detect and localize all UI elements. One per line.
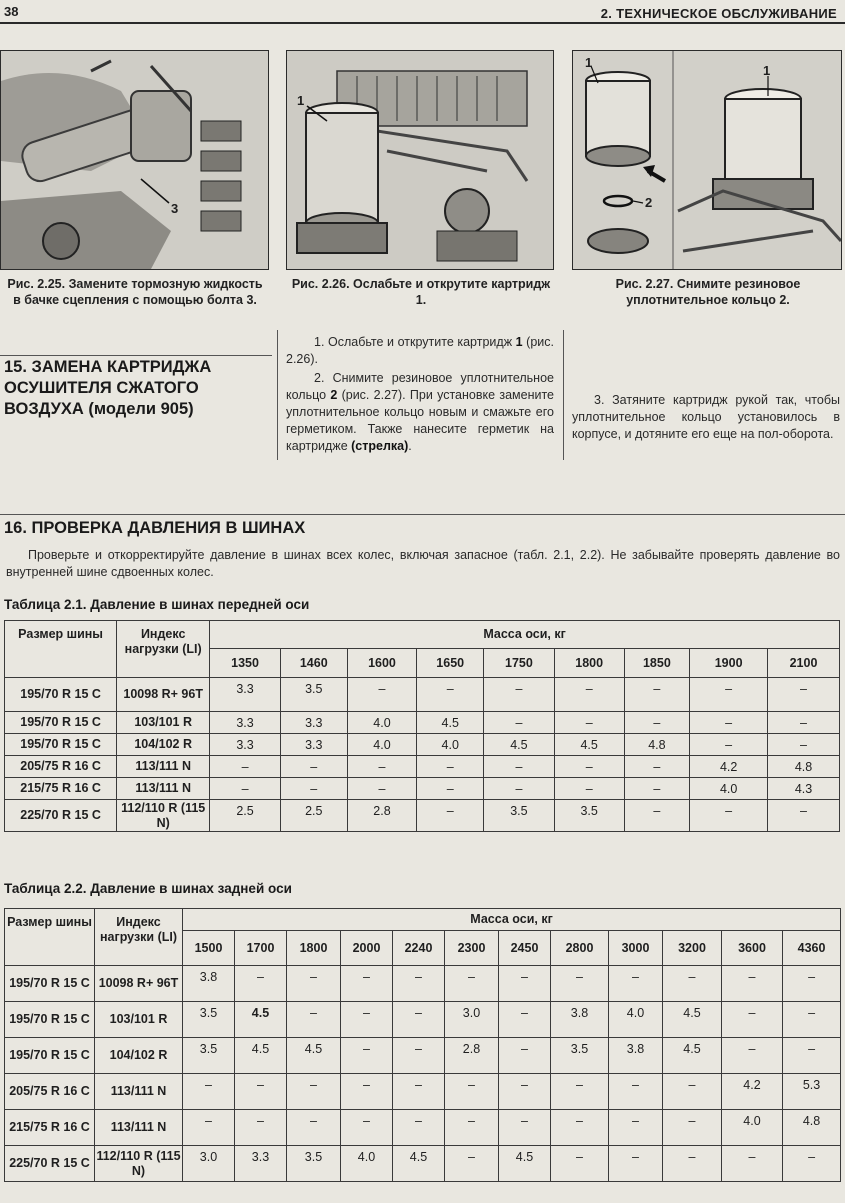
- pressure-value: –: [393, 1002, 445, 1038]
- pressure-value: –: [551, 1074, 609, 1110]
- mass-header: 3200: [663, 931, 722, 966]
- pressure-value: 3.5: [287, 1146, 341, 1182]
- pressure-value: –: [347, 778, 417, 800]
- load-index: 113/111 N: [95, 1110, 183, 1146]
- callout-1: 1: [297, 93, 305, 108]
- mass-header: 1650: [417, 649, 484, 678]
- pressure-value: –: [484, 756, 555, 778]
- step-2: 2. Снимите резиновое уплотнительное кольцо 2 (рис. 2.27). При установке замените уплотнительное кольцо новым и смажьте его герметиком. Также нанесите герметик на картридже (стрелка).: [286, 371, 554, 453]
- pressure-value: 2.8: [347, 800, 417, 832]
- pressure-value: –: [624, 712, 690, 734]
- pressure-value: 4.5: [663, 1002, 722, 1038]
- section-15-col2: [286, 334, 554, 455]
- pressure-value: –: [690, 800, 768, 832]
- mass-header: 1500: [183, 931, 235, 966]
- header-rule: [0, 22, 845, 24]
- pressure-value: 4.0: [341, 1146, 393, 1182]
- step-3: 3. Затяните картридж рукой так, чтобы уплотнительное кольцо установилось в корпусе, и дотяните его еще на пол-оборота.: [572, 393, 840, 441]
- pressure-value: 4.5: [417, 712, 484, 734]
- load-index: 113/111 N: [117, 778, 210, 800]
- load-index: 113/111 N: [117, 756, 210, 778]
- mass-header: 1350: [210, 649, 281, 678]
- pressure-value: 3.3: [280, 734, 347, 756]
- pressure-value: 4.0: [417, 734, 484, 756]
- tire-size: 205/75 R 16 C: [5, 756, 117, 778]
- pressure-value: –: [341, 966, 393, 1002]
- pressure-value: –: [341, 1038, 393, 1074]
- pressure-value: –: [609, 966, 663, 1002]
- pressure-value: 4.8: [783, 1110, 841, 1146]
- pressure-value: 3.3: [210, 734, 281, 756]
- pressure-value: –: [445, 966, 499, 1002]
- mass-header: 2100: [768, 649, 840, 678]
- pressure-value: 2.5: [280, 800, 347, 832]
- tire-size: 195/70 R 15 C: [5, 1002, 95, 1038]
- col-header-mass: Масса оси, кг: [183, 909, 841, 931]
- load-index: 113/111 N: [95, 1074, 183, 1110]
- pressure-value: –: [499, 1074, 551, 1110]
- mass-header: 3000: [609, 931, 663, 966]
- pressure-value: 3.8: [609, 1038, 663, 1074]
- pressure-value: –: [235, 1074, 287, 1110]
- section-16-title: 16. ПРОВЕРКА ДАВЛЕНИЯ В ШИНАХ: [4, 519, 306, 537]
- pressure-value: 4.5: [235, 1002, 287, 1038]
- table-row: [5, 800, 840, 832]
- table-row: [5, 756, 840, 778]
- mass-header: 1800: [554, 649, 624, 678]
- pressure-value: 3.3: [210, 678, 281, 712]
- pressure-value: –: [609, 1074, 663, 1110]
- mass-header: 4360: [783, 931, 841, 966]
- pressure-value: –: [445, 1074, 499, 1110]
- pressure-value: 4.5: [554, 734, 624, 756]
- table-row: [5, 678, 840, 712]
- col-header-index: Индекс нагрузки (LI): [117, 621, 210, 678]
- table-row: [5, 1002, 841, 1038]
- pressure-value: 3.8: [551, 1002, 609, 1038]
- col-header-size: Размер шины: [5, 621, 117, 678]
- pressure-value: 4.0: [347, 734, 417, 756]
- load-index: 103/101 R: [117, 712, 210, 734]
- pressure-value: –: [341, 1002, 393, 1038]
- figure-2-26-caption: Рис. 2.26. Ослабьте и открутите картридж 1.: [291, 277, 551, 307]
- pressure-value: –: [393, 1038, 445, 1074]
- pressure-value: 4.2: [690, 756, 768, 778]
- pressure-value: –: [768, 734, 840, 756]
- pressure-value: –: [722, 1146, 783, 1182]
- pressure-value: 4.5: [499, 1146, 551, 1182]
- pressure-value: –: [393, 1110, 445, 1146]
- pressure-value: 3.5: [280, 678, 347, 712]
- col-header-size: Размер шины: [5, 909, 95, 966]
- pressure-value: 3.5: [183, 1038, 235, 1074]
- pressure-value: –: [183, 1110, 235, 1146]
- tire-size: 225/70 R 15 C: [5, 1146, 95, 1182]
- section-16-text: Проверьте и откорректируйте давление в шинах всех колес, включая запасное (табл. 2.1, 2.2). Не забывайте проверять давление во внутренней шине сдвоенных колес.: [6, 548, 840, 579]
- pressure-value: –: [663, 966, 722, 1002]
- pressure-value: 4.2: [722, 1074, 783, 1110]
- pressure-value: 4.5: [235, 1038, 287, 1074]
- load-index: 10098 R+ 96T: [95, 966, 183, 1002]
- figure-2-27-caption: Рис. 2.27. Снимите резиновое уплотнительное кольцо 2.: [615, 277, 801, 307]
- mass-header: 1750: [484, 649, 555, 678]
- pressure-value: 3.0: [183, 1146, 235, 1182]
- pressure-value: –: [783, 1002, 841, 1038]
- page-number: 38: [4, 4, 19, 19]
- mass-header: 1900: [690, 649, 768, 678]
- section-15-title: 15. ЗАМЕНА КАРТРИДЖА ОСУШИТЕЛЯ СЖАТОГО ВОЗДУХА (модели 905): [4, 358, 212, 418]
- pressure-value: 3.5: [551, 1038, 609, 1074]
- pressure-value: –: [551, 966, 609, 1002]
- pressure-value: –: [280, 756, 347, 778]
- pressure-value: –: [663, 1146, 722, 1182]
- pressure-value: –: [445, 1146, 499, 1182]
- mass-header: 2000: [341, 931, 393, 966]
- pressure-value: –: [554, 712, 624, 734]
- table-1-title: Таблица 2.1. Давление в шинах передней оси: [4, 597, 310, 612]
- pressure-value: –: [783, 1038, 841, 1074]
- mass-header: 1460: [280, 649, 347, 678]
- pressure-value: 3.5: [183, 1002, 235, 1038]
- column-divider-2: [563, 330, 564, 460]
- table-row: [5, 966, 841, 1002]
- pressure-value: –: [624, 756, 690, 778]
- mass-header: 1700: [235, 931, 287, 966]
- col-header-mass: Масса оси, кг: [210, 621, 840, 649]
- load-index: 112/110 R (115 N): [117, 800, 210, 832]
- pressure-value: 3.3: [235, 1146, 287, 1182]
- tire-size: 205/75 R 16 C: [5, 1074, 95, 1110]
- pressure-value: –: [499, 966, 551, 1002]
- mass-header: 2800: [551, 931, 609, 966]
- table-row: [5, 712, 840, 734]
- pressure-value: –: [554, 756, 624, 778]
- pressure-value: –: [768, 678, 840, 712]
- pressure-value: –: [722, 1038, 783, 1074]
- pressure-value: –: [347, 756, 417, 778]
- pressure-value: –: [624, 778, 690, 800]
- load-index: 10098 R+ 96T: [117, 678, 210, 712]
- tire-size: 195/70 R 15 C: [5, 678, 117, 712]
- table-row: [5, 734, 840, 756]
- pressure-value: –: [183, 1074, 235, 1110]
- mass-header: 1850: [624, 649, 690, 678]
- pressure-value: 4.8: [768, 756, 840, 778]
- pressure-value: 2.8: [445, 1038, 499, 1074]
- callout-1-right: 1: [763, 63, 771, 78]
- pressure-value: 3.5: [554, 800, 624, 832]
- table-row: [5, 1074, 841, 1110]
- pressure-value: –: [484, 712, 555, 734]
- pressure-value: 4.5: [484, 734, 555, 756]
- mass-header: 1800: [287, 931, 341, 966]
- tire-size: 195/70 R 15 C: [5, 712, 117, 734]
- tire-size: 215/75 R 16 C: [5, 778, 117, 800]
- tire-size: 195/70 R 15 C: [5, 734, 117, 756]
- pressure-value: –: [783, 966, 841, 1002]
- pressure-value: 3.5: [484, 800, 555, 832]
- callout-1-left: 1: [585, 55, 593, 70]
- pressure-value: –: [280, 778, 347, 800]
- tire-size: 215/75 R 16 C: [5, 1110, 95, 1146]
- pressure-value: 3.3: [210, 712, 281, 734]
- pressure-value: –: [347, 678, 417, 712]
- pressure-value: 5.3: [783, 1074, 841, 1110]
- pressure-value: –: [768, 800, 840, 832]
- pressure-value: 3.3: [280, 712, 347, 734]
- pressure-value: –: [484, 678, 555, 712]
- load-index: 104/102 R: [95, 1038, 183, 1074]
- pressure-value: –: [417, 778, 484, 800]
- pressure-value: –: [783, 1146, 841, 1182]
- pressure-value: –: [722, 1002, 783, 1038]
- pressure-value: –: [663, 1110, 722, 1146]
- column-divider-1: [277, 330, 278, 460]
- pressure-value: –: [235, 1110, 287, 1146]
- pressure-value: –: [609, 1146, 663, 1182]
- pressure-value: –: [210, 778, 281, 800]
- mass-header: 1600: [347, 649, 417, 678]
- table-row: [5, 778, 840, 800]
- chapter-title: 2. ТЕХНИЧЕСКОЕ ОБСЛУЖИВАНИЕ: [600, 6, 837, 21]
- pressure-value: –: [690, 734, 768, 756]
- pressure-value: –: [393, 1074, 445, 1110]
- table-row: [5, 1110, 841, 1146]
- pressure-value: –: [499, 1110, 551, 1146]
- pressure-value: –: [768, 712, 840, 734]
- table-rear-axle: [4, 908, 841, 1182]
- pressure-value: –: [445, 1110, 499, 1146]
- pressure-value: –: [287, 1110, 341, 1146]
- table-2-title: Таблица 2.2. Давление в шинах задней оси: [4, 881, 292, 896]
- col-header-index: Индекс нагрузки (LI): [95, 909, 183, 966]
- mass-header: 2450: [499, 931, 551, 966]
- figure-2-26: [286, 50, 554, 270]
- pressure-value: –: [499, 1002, 551, 1038]
- table-row: [5, 1146, 841, 1182]
- table-row: [5, 1038, 841, 1074]
- pressure-value: –: [624, 800, 690, 832]
- pressure-value: 4.0: [690, 778, 768, 800]
- pressure-value: 3.8: [183, 966, 235, 1002]
- mass-header: 3600: [722, 931, 783, 966]
- pressure-value: 4.8: [624, 734, 690, 756]
- pressure-value: –: [551, 1110, 609, 1146]
- pressure-value: 4.0: [722, 1110, 783, 1146]
- tire-size: 195/70 R 15 C: [5, 1038, 95, 1074]
- pressure-value: –: [554, 778, 624, 800]
- pressure-value: –: [287, 1002, 341, 1038]
- pressure-value: –: [551, 1146, 609, 1182]
- pressure-value: –: [341, 1074, 393, 1110]
- pressure-value: –: [210, 756, 281, 778]
- step-1: 1. Ослабьте и открутите картридж 1 (рис. 2.26).: [286, 335, 554, 366]
- pressure-value: –: [484, 778, 555, 800]
- section-16-rule: [0, 514, 845, 515]
- pressure-value: 2.5: [210, 800, 281, 832]
- callout-3: 3: [171, 201, 179, 216]
- pressure-value: 4.0: [609, 1002, 663, 1038]
- pressure-value: –: [663, 1074, 722, 1110]
- pressure-value: –: [499, 1038, 551, 1074]
- load-index: 103/101 R: [95, 1002, 183, 1038]
- callout-2: 2: [645, 195, 653, 210]
- figure-2-25-caption: Рис. 2.25. Замените тормозную жидкость в бачке сцепления с помощью болта 3.: [7, 277, 263, 307]
- pressure-value: –: [690, 712, 768, 734]
- pressure-value: –: [341, 1110, 393, 1146]
- pressure-value: 4.5: [393, 1146, 445, 1182]
- pressure-value: –: [417, 678, 484, 712]
- pressure-value: –: [624, 678, 690, 712]
- pressure-value: 3.0: [445, 1002, 499, 1038]
- tire-size: 225/70 R 15 C: [5, 800, 117, 832]
- pressure-value: –: [722, 966, 783, 1002]
- pressure-value: 4.5: [663, 1038, 722, 1074]
- tire-size: 195/70 R 15 C: [5, 966, 95, 1002]
- section-15-rule: [0, 355, 272, 356]
- pressure-value: –: [609, 1110, 663, 1146]
- mass-header: 2240: [393, 931, 445, 966]
- load-index: 104/102 R: [117, 734, 210, 756]
- pressure-value: –: [690, 678, 768, 712]
- pressure-value: –: [235, 966, 287, 1002]
- table-front-axle: [4, 620, 840, 832]
- pressure-value: –: [417, 800, 484, 832]
- figure-2-27: [572, 50, 842, 270]
- figure-2-25: [0, 50, 269, 270]
- pressure-value: –: [417, 756, 484, 778]
- pressure-value: –: [287, 966, 341, 1002]
- pressure-value: 4.3: [768, 778, 840, 800]
- pressure-value: –: [393, 966, 445, 1002]
- pressure-value: 4.0: [347, 712, 417, 734]
- pressure-value: –: [554, 678, 624, 712]
- pressure-value: –: [287, 1074, 341, 1110]
- pressure-value: 4.5: [287, 1038, 341, 1074]
- load-index: 112/110 R (115 N): [95, 1146, 183, 1182]
- mass-header: 2300: [445, 931, 499, 966]
